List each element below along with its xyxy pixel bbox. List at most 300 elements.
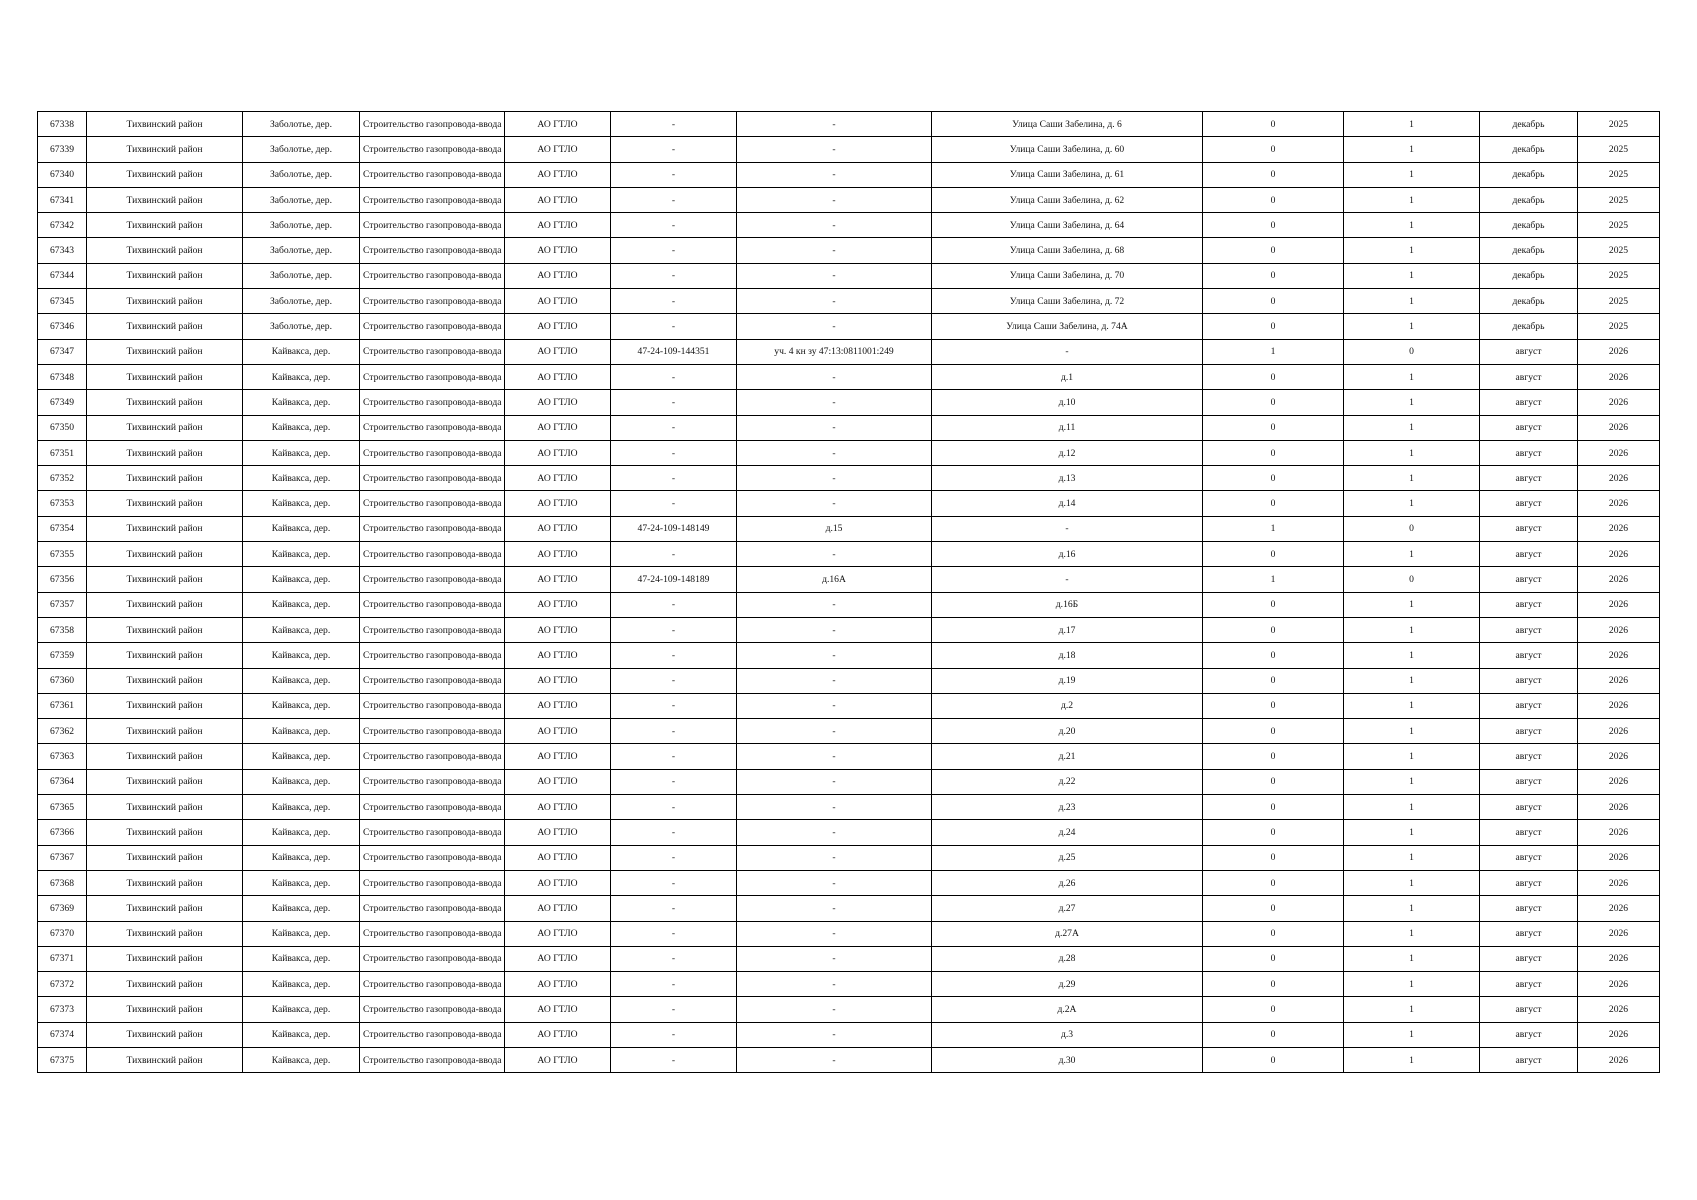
cell-work-type: Строительство газопровода-ввода	[360, 1022, 505, 1047]
cell-record-number: 67354	[38, 516, 87, 541]
cell-work-type: Строительство газопровода-ввода	[360, 542, 505, 567]
cell-settlement: Кайвакса, дер.	[243, 946, 360, 971]
cell-record-number: 67341	[38, 187, 87, 212]
cell-count-a: 0	[1203, 187, 1344, 212]
cell-work-type: Строительство газопровода-ввода	[360, 693, 505, 718]
cell-count-b: 1	[1344, 364, 1480, 389]
cell-organization: АО ГТЛО	[505, 997, 611, 1022]
gas-connection-table	[37, 111, 1660, 1073]
cell-address: д.13	[932, 466, 1203, 491]
cell-organization: АО ГТЛО	[505, 516, 611, 541]
cell-month: август	[1480, 769, 1578, 794]
cell-organization: АО ГТЛО	[505, 921, 611, 946]
cell-count-b: 1	[1344, 668, 1480, 693]
cell-work-type: Строительство газопровода-ввода	[360, 896, 505, 921]
cell-application-number: -	[611, 972, 737, 997]
cell-month: август	[1480, 466, 1578, 491]
cell-month: август	[1480, 1022, 1578, 1047]
cell-address: д.2А	[932, 997, 1203, 1022]
cell-settlement: Заболотье, дер.	[243, 112, 360, 137]
cell-year: 2026	[1578, 567, 1660, 592]
cell-address: -	[932, 339, 1203, 364]
cell-record-number: 67372	[38, 972, 87, 997]
cell-count-b: 0	[1344, 339, 1480, 364]
cell-organization: АО ГТЛО	[505, 238, 611, 263]
cell-month: август	[1480, 896, 1578, 921]
cell-application-number: -	[611, 769, 737, 794]
cell-district: Тихвинский район	[87, 440, 243, 465]
cell-district: Тихвинский район	[87, 845, 243, 870]
cell-year: 2026	[1578, 997, 1660, 1022]
cell-count-b: 1	[1344, 921, 1480, 946]
cell-work-type: Строительство газопровода-ввода	[360, 668, 505, 693]
cell-address: д.20	[932, 719, 1203, 744]
cell-plot: -	[737, 769, 932, 794]
cell-count-b: 1	[1344, 896, 1480, 921]
cell-work-type: Строительство газопровода-ввода	[360, 263, 505, 288]
cell-work-type: Строительство газопровода-ввода	[360, 845, 505, 870]
cell-record-number: 67338	[38, 112, 87, 137]
cell-count-b: 1	[1344, 491, 1480, 516]
cell-application-number: -	[611, 820, 737, 845]
cell-count-b: 1	[1344, 213, 1480, 238]
cell-settlement: Заболотье, дер.	[243, 137, 360, 162]
cell-address: Улица Саши Забелина, д. 61	[932, 162, 1203, 187]
cell-work-type: Строительство газопровода-ввода	[360, 921, 505, 946]
cell-month: август	[1480, 668, 1578, 693]
cell-work-type: Строительство газопровода-ввода	[360, 592, 505, 617]
cell-district: Тихвинский район	[87, 162, 243, 187]
cell-count-b: 1	[1344, 997, 1480, 1022]
cell-district: Тихвинский район	[87, 238, 243, 263]
cell-work-type: Строительство газопровода-ввода	[360, 972, 505, 997]
cell-record-number: 67352	[38, 466, 87, 491]
cell-work-type: Строительство газопровода-ввода	[360, 466, 505, 491]
cell-count-b: 1	[1344, 744, 1480, 769]
cell-settlement: Кайвакса, дер.	[243, 668, 360, 693]
cell-district: Тихвинский район	[87, 263, 243, 288]
cell-district: Тихвинский район	[87, 744, 243, 769]
cell-month: август	[1480, 744, 1578, 769]
cell-count-a: 0	[1203, 795, 1344, 820]
cell-month: декабрь	[1480, 314, 1578, 339]
cell-organization: АО ГТЛО	[505, 466, 611, 491]
cell-month: август	[1480, 1047, 1578, 1072]
cell-month: декабрь	[1480, 213, 1578, 238]
cell-count-b: 1	[1344, 238, 1480, 263]
cell-organization: АО ГТЛО	[505, 946, 611, 971]
cell-work-type: Строительство газопровода-ввода	[360, 870, 505, 895]
cell-application-number: -	[611, 744, 737, 769]
cell-year: 2026	[1578, 440, 1660, 465]
cell-count-b: 1	[1344, 542, 1480, 567]
cell-record-number: 67359	[38, 643, 87, 668]
cell-organization: АО ГТЛО	[505, 491, 611, 516]
cell-record-number: 67357	[38, 592, 87, 617]
cell-count-a: 0	[1203, 643, 1344, 668]
cell-organization: АО ГТЛО	[505, 769, 611, 794]
cell-district: Тихвинский район	[87, 289, 243, 314]
table-row	[38, 314, 1660, 339]
cell-plot: -	[737, 112, 932, 137]
cell-plot: -	[737, 592, 932, 617]
cell-settlement: Кайвакса, дер.	[243, 820, 360, 845]
cell-organization: АО ГТЛО	[505, 112, 611, 137]
cell-plot: -	[737, 972, 932, 997]
cell-address: д.27	[932, 896, 1203, 921]
cell-record-number: 67351	[38, 440, 87, 465]
cell-address: д.25	[932, 845, 1203, 870]
cell-settlement: Кайвакса, дер.	[243, 870, 360, 895]
cell-address: д.29	[932, 972, 1203, 997]
cell-district: Тихвинский район	[87, 997, 243, 1022]
cell-organization: АО ГТЛО	[505, 162, 611, 187]
cell-plot: -	[737, 795, 932, 820]
cell-count-b: 1	[1344, 870, 1480, 895]
cell-work-type: Строительство газопровода-ввода	[360, 491, 505, 516]
cell-application-number: -	[611, 187, 737, 212]
cell-year: 2025	[1578, 238, 1660, 263]
cell-address: д.16Б	[932, 592, 1203, 617]
cell-organization: АО ГТЛО	[505, 643, 611, 668]
table-row	[38, 693, 1660, 718]
cell-organization: АО ГТЛО	[505, 314, 611, 339]
cell-settlement: Кайвакса, дер.	[243, 567, 360, 592]
cell-month: август	[1480, 542, 1578, 567]
cell-plot: -	[737, 820, 932, 845]
cell-settlement: Кайвакса, дер.	[243, 491, 360, 516]
cell-application-number: -	[611, 542, 737, 567]
cell-count-b: 1	[1344, 820, 1480, 845]
cell-month: август	[1480, 972, 1578, 997]
cell-work-type: Строительство газопровода-ввода	[360, 112, 505, 137]
cell-settlement: Кайвакса, дер.	[243, 693, 360, 718]
cell-application-number: -	[611, 946, 737, 971]
cell-organization: АО ГТЛО	[505, 213, 611, 238]
cell-record-number: 67344	[38, 263, 87, 288]
cell-year: 2026	[1578, 516, 1660, 541]
cell-district: Тихвинский район	[87, 693, 243, 718]
cell-work-type: Строительство газопровода-ввода	[360, 643, 505, 668]
cell-record-number: 67364	[38, 769, 87, 794]
cell-year: 2025	[1578, 137, 1660, 162]
cell-application-number: 47-24-109-144351	[611, 339, 737, 364]
cell-address: д.17	[932, 617, 1203, 642]
cell-application-number: -	[611, 137, 737, 162]
cell-month: декабрь	[1480, 187, 1578, 212]
cell-plot: уч. 4 кн зу 47:13:0811001:249	[737, 339, 932, 364]
cell-record-number: 67349	[38, 390, 87, 415]
cell-application-number: -	[611, 162, 737, 187]
cell-application-number: -	[611, 466, 737, 491]
table-row	[38, 339, 1660, 364]
cell-application-number: -	[611, 238, 737, 263]
cell-month: август	[1480, 364, 1578, 389]
cell-application-number: -	[611, 491, 737, 516]
cell-count-b: 1	[1344, 643, 1480, 668]
cell-application-number: -	[611, 845, 737, 870]
cell-record-number: 67368	[38, 870, 87, 895]
cell-organization: АО ГТЛО	[505, 542, 611, 567]
cell-year: 2026	[1578, 693, 1660, 718]
cell-plot: -	[737, 719, 932, 744]
cell-district: Тихвинский район	[87, 213, 243, 238]
cell-work-type: Строительство газопровода-ввода	[360, 314, 505, 339]
cell-count-a: 1	[1203, 516, 1344, 541]
cell-month: август	[1480, 516, 1578, 541]
cell-count-b: 1	[1344, 719, 1480, 744]
cell-record-number: 67373	[38, 997, 87, 1022]
cell-month: август	[1480, 592, 1578, 617]
cell-district: Тихвинский район	[87, 795, 243, 820]
cell-address: д.2	[932, 693, 1203, 718]
cell-count-a: 1	[1203, 567, 1344, 592]
cell-record-number: 67339	[38, 137, 87, 162]
cell-plot: -	[737, 415, 932, 440]
table-row	[38, 617, 1660, 642]
cell-plot: -	[737, 744, 932, 769]
cell-count-a: 0	[1203, 238, 1344, 263]
cell-settlement: Заболотье, дер.	[243, 289, 360, 314]
table-row	[38, 668, 1660, 693]
cell-count-b: 1	[1344, 112, 1480, 137]
cell-year: 2026	[1578, 339, 1660, 364]
cell-month: август	[1480, 491, 1578, 516]
cell-organization: АО ГТЛО	[505, 415, 611, 440]
cell-address: Улица Саши Забелина, д. 68	[932, 238, 1203, 263]
cell-count-b: 1	[1344, 946, 1480, 971]
table-row	[38, 390, 1660, 415]
table-row	[38, 744, 1660, 769]
cell-plot: -	[737, 137, 932, 162]
cell-settlement: Кайвакса, дер.	[243, 845, 360, 870]
cell-count-b: 1	[1344, 769, 1480, 794]
cell-work-type: Строительство газопровода-ввода	[360, 238, 505, 263]
cell-settlement: Кайвакса, дер.	[243, 719, 360, 744]
cell-month: декабрь	[1480, 238, 1578, 263]
cell-district: Тихвинский район	[87, 1047, 243, 1072]
table-row	[38, 769, 1660, 794]
cell-plot: -	[737, 1022, 932, 1047]
table-row	[38, 364, 1660, 389]
cell-count-a: 0	[1203, 390, 1344, 415]
cell-settlement: Заболотье, дер.	[243, 162, 360, 187]
cell-work-type: Строительство газопровода-ввода	[360, 820, 505, 845]
table-row	[38, 415, 1660, 440]
cell-plot: -	[737, 491, 932, 516]
cell-month: август	[1480, 946, 1578, 971]
cell-application-number: -	[611, 213, 737, 238]
cell-district: Тихвинский район	[87, 617, 243, 642]
cell-address: Улица Саши Забелина, д. 6	[932, 112, 1203, 137]
cell-count-b: 1	[1344, 415, 1480, 440]
cell-plot: -	[737, 213, 932, 238]
cell-address: д.18	[932, 643, 1203, 668]
cell-record-number: 67356	[38, 567, 87, 592]
cell-settlement: Заболотье, дер.	[243, 238, 360, 263]
cell-count-b: 1	[1344, 187, 1480, 212]
cell-plot: -	[737, 162, 932, 187]
cell-settlement: Кайвакса, дер.	[243, 390, 360, 415]
cell-address: д.21	[932, 744, 1203, 769]
cell-record-number: 67347	[38, 339, 87, 364]
cell-application-number: -	[611, 1022, 737, 1047]
cell-count-b: 1	[1344, 795, 1480, 820]
table-row	[38, 542, 1660, 567]
cell-count-b: 1	[1344, 972, 1480, 997]
cell-address: д.24	[932, 820, 1203, 845]
cell-year: 2026	[1578, 896, 1660, 921]
cell-district: Тихвинский район	[87, 921, 243, 946]
cell-plot: -	[737, 289, 932, 314]
cell-record-number: 67342	[38, 213, 87, 238]
cell-record-number: 67367	[38, 845, 87, 870]
cell-address: Улица Саши Забелина, д. 60	[932, 137, 1203, 162]
cell-year: 2026	[1578, 946, 1660, 971]
cell-district: Тихвинский район	[87, 769, 243, 794]
cell-settlement: Кайвакса, дер.	[243, 339, 360, 364]
cell-record-number: 67340	[38, 162, 87, 187]
cell-district: Тихвинский район	[87, 542, 243, 567]
cell-district: Тихвинский район	[87, 946, 243, 971]
cell-work-type: Строительство газопровода-ввода	[360, 162, 505, 187]
cell-district: Тихвинский район	[87, 466, 243, 491]
cell-count-a: 0	[1203, 542, 1344, 567]
cell-district: Тихвинский район	[87, 719, 243, 744]
cell-count-a: 0	[1203, 415, 1344, 440]
cell-settlement: Заболотье, дер.	[243, 314, 360, 339]
cell-count-b: 1	[1344, 1047, 1480, 1072]
cell-count-a: 0	[1203, 997, 1344, 1022]
cell-application-number: -	[611, 592, 737, 617]
cell-settlement: Кайвакса, дер.	[243, 364, 360, 389]
cell-district: Тихвинский район	[87, 415, 243, 440]
cell-year: 2026	[1578, 744, 1660, 769]
cell-organization: АО ГТЛО	[505, 289, 611, 314]
cell-year: 2026	[1578, 1022, 1660, 1047]
cell-district: Тихвинский район	[87, 896, 243, 921]
cell-month: август	[1480, 643, 1578, 668]
cell-count-a: 0	[1203, 491, 1344, 516]
cell-count-b: 1	[1344, 314, 1480, 339]
cell-plot: -	[737, 466, 932, 491]
cell-organization: АО ГТЛО	[505, 870, 611, 895]
cell-organization: АО ГТЛО	[505, 617, 611, 642]
cell-work-type: Строительство газопровода-ввода	[360, 289, 505, 314]
cell-count-b: 1	[1344, 390, 1480, 415]
cell-year: 2026	[1578, 820, 1660, 845]
cell-address: д.19	[932, 668, 1203, 693]
table-row	[38, 719, 1660, 744]
cell-plot: -	[737, 643, 932, 668]
cell-year: 2026	[1578, 972, 1660, 997]
cell-district: Тихвинский район	[87, 390, 243, 415]
cell-organization: АО ГТЛО	[505, 364, 611, 389]
cell-settlement: Кайвакса, дер.	[243, 466, 360, 491]
cell-record-number: 67358	[38, 617, 87, 642]
cell-district: Тихвинский район	[87, 1022, 243, 1047]
cell-count-a: 0	[1203, 364, 1344, 389]
cell-count-a: 0	[1203, 719, 1344, 744]
cell-settlement: Кайвакса, дер.	[243, 516, 360, 541]
cell-count-b: 1	[1344, 440, 1480, 465]
table-row	[38, 972, 1660, 997]
cell-settlement: Кайвакса, дер.	[243, 972, 360, 997]
cell-plot: -	[737, 238, 932, 263]
cell-count-a: 0	[1203, 946, 1344, 971]
cell-organization: АО ГТЛО	[505, 896, 611, 921]
cell-address: д.16	[932, 542, 1203, 567]
cell-year: 2025	[1578, 187, 1660, 212]
cell-address: д.22	[932, 769, 1203, 794]
cell-record-number: 67362	[38, 719, 87, 744]
cell-count-a: 0	[1203, 213, 1344, 238]
cell-settlement: Кайвакса, дер.	[243, 592, 360, 617]
cell-record-number: 67346	[38, 314, 87, 339]
cell-count-b: 1	[1344, 592, 1480, 617]
cell-month: август	[1480, 921, 1578, 946]
table-row	[38, 263, 1660, 288]
cell-organization: АО ГТЛО	[505, 339, 611, 364]
cell-month: декабрь	[1480, 263, 1578, 288]
table-row	[38, 1022, 1660, 1047]
cell-count-a: 0	[1203, 820, 1344, 845]
cell-count-a: 0	[1203, 1047, 1344, 1072]
cell-month: август	[1480, 845, 1578, 870]
table-row	[38, 491, 1660, 516]
cell-district: Тихвинский район	[87, 314, 243, 339]
cell-count-b: 0	[1344, 567, 1480, 592]
cell-year: 2026	[1578, 491, 1660, 516]
cell-plot: -	[737, 440, 932, 465]
cell-year: 2026	[1578, 668, 1660, 693]
cell-count-a: 0	[1203, 972, 1344, 997]
cell-settlement: Заболотье, дер.	[243, 213, 360, 238]
cell-application-number: -	[611, 289, 737, 314]
cell-plot: -	[737, 668, 932, 693]
cell-application-number: -	[611, 870, 737, 895]
cell-month: август	[1480, 693, 1578, 718]
cell-plot: -	[737, 845, 932, 870]
cell-application-number: -	[611, 795, 737, 820]
table-row	[38, 997, 1660, 1022]
cell-district: Тихвинский район	[87, 820, 243, 845]
cell-month: август	[1480, 415, 1578, 440]
cell-month: август	[1480, 820, 1578, 845]
cell-address: Улица Саши Забелина, д. 72	[932, 289, 1203, 314]
cell-work-type: Строительство газопровода-ввода	[360, 516, 505, 541]
cell-address: д.23	[932, 795, 1203, 820]
cell-work-type: Строительство газопровода-ввода	[360, 769, 505, 794]
cell-settlement: Кайвакса, дер.	[243, 744, 360, 769]
cell-record-number: 67363	[38, 744, 87, 769]
cell-work-type: Строительство газопровода-ввода	[360, 213, 505, 238]
cell-address: д.14	[932, 491, 1203, 516]
cell-plot: -	[737, 997, 932, 1022]
cell-organization: АО ГТЛО	[505, 1047, 611, 1072]
cell-year: 2026	[1578, 364, 1660, 389]
table-row	[38, 440, 1660, 465]
table-row	[38, 289, 1660, 314]
cell-record-number: 67366	[38, 820, 87, 845]
cell-work-type: Строительство газопровода-ввода	[360, 339, 505, 364]
cell-count-a: 0	[1203, 289, 1344, 314]
cell-district: Тихвинский район	[87, 112, 243, 137]
cell-application-number: -	[611, 390, 737, 415]
cell-year: 2026	[1578, 643, 1660, 668]
cell-record-number: 67343	[38, 238, 87, 263]
table-row	[38, 921, 1660, 946]
